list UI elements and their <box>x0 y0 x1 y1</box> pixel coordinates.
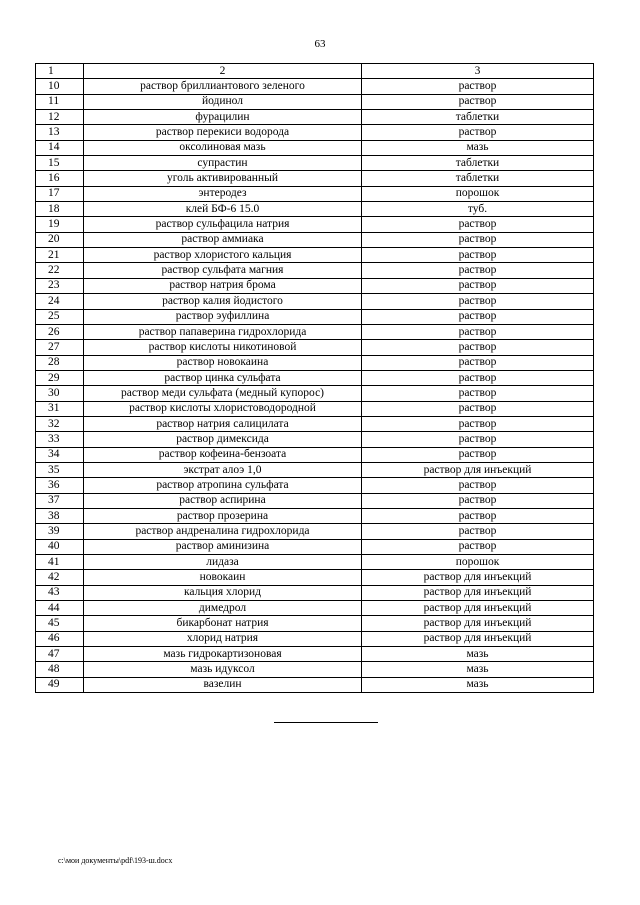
row-number-cell: 26 <box>36 324 84 339</box>
table-row <box>36 401 594 416</box>
row-number-cell: 42 <box>36 570 84 585</box>
table-row <box>36 601 594 616</box>
drug-name-cell: экстрат алоэ 1,0 <box>84 462 362 477</box>
drug-name-cell: мазь идуксол <box>84 662 362 677</box>
row-number-cell: 24 <box>36 294 84 309</box>
row-number-cell: 25 <box>36 309 84 324</box>
row-number-cell: 46 <box>36 631 84 646</box>
drug-form-cell: порошок <box>362 186 594 201</box>
row-number-cell: 23 <box>36 278 84 293</box>
row-number-cell: 48 <box>36 662 84 677</box>
table-row <box>36 263 594 278</box>
table-row <box>36 555 594 570</box>
drug-name-cell: раствор натрия брома <box>84 278 362 293</box>
drug-form-cell: раствор <box>362 447 594 462</box>
table-row <box>36 416 594 431</box>
table-row <box>36 309 594 324</box>
drug-form-cell: раствор <box>362 401 594 416</box>
drug-form-cell: раствор для инъекций <box>362 631 594 646</box>
drug-name-cell: йодинол <box>84 94 362 109</box>
drug-name-cell: оксолиновая мазь <box>84 140 362 155</box>
drug-form-cell: мазь <box>362 647 594 662</box>
table-row <box>36 94 594 109</box>
drug-name-cell: раствор эуфиллина <box>84 309 362 324</box>
table-row <box>36 493 594 508</box>
table-row <box>36 202 594 217</box>
row-number-cell: 30 <box>36 386 84 401</box>
drug-form-cell: раствор <box>362 294 594 309</box>
row-number-cell: 39 <box>36 524 84 539</box>
table-row <box>36 171 594 186</box>
row-number-cell: 14 <box>36 140 84 155</box>
drug-name-cell: раствор цинка сульфата <box>84 370 362 385</box>
drug-name-cell: раствор папаверина гидрохлорида <box>84 324 362 339</box>
drug-name-cell: кальция хлорид <box>84 585 362 600</box>
table-row <box>36 278 594 293</box>
drug-name-cell: раствор сульфацила натрия <box>84 217 362 232</box>
drug-form-cell: раствор <box>362 79 594 94</box>
drug-name-cell: раствор андреналина гидрохлорида <box>84 524 362 539</box>
table-row <box>36 232 594 247</box>
drug-name-cell: раствор аспирина <box>84 493 362 508</box>
table-header-row <box>36 64 594 79</box>
drug-name-cell: раствор меди сульфата (медный купорос) <box>84 386 362 401</box>
drug-form-cell: раствор <box>362 478 594 493</box>
drug-table <box>35 63 594 693</box>
table-row <box>36 647 594 662</box>
drug-form-cell: мазь <box>362 662 594 677</box>
drug-name-cell: раствор кислоты никотиновой <box>84 340 362 355</box>
drug-name-cell: энтеродез <box>84 186 362 201</box>
table-row <box>36 478 594 493</box>
drug-form-cell: раствор <box>362 263 594 278</box>
row-number-cell: 20 <box>36 232 84 247</box>
drug-name-cell: раствор прозерина <box>84 508 362 523</box>
end-separator-line <box>274 722 378 723</box>
row-number-cell: 44 <box>36 601 84 616</box>
row-number-cell: 10 <box>36 79 84 94</box>
drug-form-cell: раствор <box>362 355 594 370</box>
row-number-cell: 31 <box>36 401 84 416</box>
row-number-cell: 47 <box>36 647 84 662</box>
row-number-cell: 17 <box>36 186 84 201</box>
page-number: 63 <box>314 38 326 50</box>
table-row <box>36 386 594 401</box>
drug-form-cell: туб. <box>362 202 594 217</box>
drug-name-cell: раствор хлористого кальция <box>84 248 362 263</box>
drug-form-cell: раствор <box>362 524 594 539</box>
drug-name-cell: раствор бриллиантового зеленого <box>84 79 362 94</box>
table-row <box>36 186 594 201</box>
drug-form-cell: раствор <box>362 309 594 324</box>
row-number-cell: 43 <box>36 585 84 600</box>
row-number-cell: 34 <box>36 447 84 462</box>
table-row <box>36 616 594 631</box>
table-row <box>36 355 594 370</box>
table-row <box>36 340 594 355</box>
table-row <box>36 539 594 554</box>
row-number-cell: 45 <box>36 616 84 631</box>
table-row <box>36 110 594 125</box>
drug-name-cell: раствор аммиака <box>84 232 362 247</box>
drug-form-cell: раствор <box>362 232 594 247</box>
drug-form-cell: раствор для инъекций <box>362 616 594 631</box>
drug-form-cell: раствор <box>362 125 594 140</box>
row-number-cell: 29 <box>36 370 84 385</box>
drug-name-cell: раствор димексида <box>84 432 362 447</box>
row-number-cell: 22 <box>36 263 84 278</box>
row-number-cell: 32 <box>36 416 84 431</box>
drug-name-cell: димедрол <box>84 601 362 616</box>
drug-form-cell: раствор <box>362 386 594 401</box>
drug-form-cell: таблетки <box>362 110 594 125</box>
drug-form-cell: раствор <box>362 324 594 339</box>
row-number-cell: 49 <box>36 677 84 692</box>
table-row <box>36 217 594 232</box>
table-row <box>36 570 594 585</box>
table-row <box>36 677 594 692</box>
drug-name-cell: лидаза <box>84 555 362 570</box>
drug-name-cell: раствор атропина сульфата <box>84 478 362 493</box>
table-row <box>36 432 594 447</box>
table-row <box>36 140 594 155</box>
row-number-cell: 19 <box>36 217 84 232</box>
drug-name-cell: раствор перекиси водорода <box>84 125 362 140</box>
table-row <box>36 324 594 339</box>
table-row <box>36 631 594 646</box>
drug-form-cell: раствор <box>362 493 594 508</box>
row-number-cell: 16 <box>36 171 84 186</box>
row-number-cell: 38 <box>36 508 84 523</box>
row-number-cell: 40 <box>36 539 84 554</box>
drug-name-cell: раствор сульфата магния <box>84 263 362 278</box>
drug-form-cell: порошок <box>362 555 594 570</box>
drug-name-cell: раствор натрия салицилата <box>84 416 362 431</box>
drug-name-cell: раствор аминизина <box>84 539 362 554</box>
drug-form-cell: раствор для инъекций <box>362 585 594 600</box>
row-number-cell: 28 <box>36 355 84 370</box>
drug-form-cell: раствор <box>362 248 594 263</box>
drug-name-cell: раствор кофеина-бензоата <box>84 447 362 462</box>
header-cell-2: 2 <box>84 64 362 79</box>
row-number-cell: 36 <box>36 478 84 493</box>
row-number-cell: 21 <box>36 248 84 263</box>
footer-file-path: c:\мои документы\pdf\193-ш.docx <box>58 856 173 865</box>
drug-name-cell: клей БФ-6 15.0 <box>84 202 362 217</box>
row-number-cell: 11 <box>36 94 84 109</box>
header-cell-3: 3 <box>362 64 594 79</box>
row-number-cell: 41 <box>36 555 84 570</box>
drug-name-cell: уголь активированный <box>84 171 362 186</box>
table-row <box>36 79 594 94</box>
drug-form-cell: раствор <box>362 370 594 385</box>
drug-form-cell: раствор <box>362 539 594 554</box>
drug-name-cell: мазь гидрокартизоновая <box>84 647 362 662</box>
table-row <box>36 294 594 309</box>
row-number-cell: 35 <box>36 462 84 477</box>
table-row <box>36 156 594 171</box>
drug-form-cell: раствор для инъекций <box>362 601 594 616</box>
drug-form-cell: раствор <box>362 508 594 523</box>
table-row <box>36 447 594 462</box>
drug-form-cell: раствор <box>362 432 594 447</box>
row-number-cell: 18 <box>36 202 84 217</box>
table-row <box>36 370 594 385</box>
row-number-cell: 12 <box>36 110 84 125</box>
drug-name-cell: хлорид натрия <box>84 631 362 646</box>
drug-form-cell: мазь <box>362 140 594 155</box>
header-cell-1: 1 <box>36 64 84 79</box>
table-row <box>36 662 594 677</box>
drug-name-cell: новокаин <box>84 570 362 585</box>
drug-name-cell: бикарбонат натрия <box>84 616 362 631</box>
drug-form-cell: раствор для инъекций <box>362 570 594 585</box>
drug-name-cell: раствор кислоты хлористоводородной <box>84 401 362 416</box>
drug-name-cell: вазелин <box>84 677 362 692</box>
row-number-cell: 15 <box>36 156 84 171</box>
drug-form-cell: раствор <box>362 340 594 355</box>
drug-form-cell: таблетки <box>362 171 594 186</box>
drug-form-cell: мазь <box>362 677 594 692</box>
row-number-cell: 33 <box>36 432 84 447</box>
table-row <box>36 125 594 140</box>
row-number-cell: 13 <box>36 125 84 140</box>
row-number-cell: 37 <box>36 493 84 508</box>
drug-form-cell: раствор <box>362 217 594 232</box>
table-row <box>36 508 594 523</box>
drug-name-cell: фурацилин <box>84 110 362 125</box>
table-row <box>36 248 594 263</box>
drug-name-cell: супрастин <box>84 156 362 171</box>
row-number-cell: 27 <box>36 340 84 355</box>
table-row <box>36 585 594 600</box>
drug-form-cell: таблетки <box>362 156 594 171</box>
table-row <box>36 462 594 477</box>
drug-name-cell: раствор калия йодистого <box>84 294 362 309</box>
drug-form-cell: раствор <box>362 278 594 293</box>
drug-form-cell: раствор для инъекций <box>362 462 594 477</box>
table-row <box>36 524 594 539</box>
drug-form-cell: раствор <box>362 94 594 109</box>
drug-name-cell: раствор новокаина <box>84 355 362 370</box>
drug-form-cell: раствор <box>362 416 594 431</box>
